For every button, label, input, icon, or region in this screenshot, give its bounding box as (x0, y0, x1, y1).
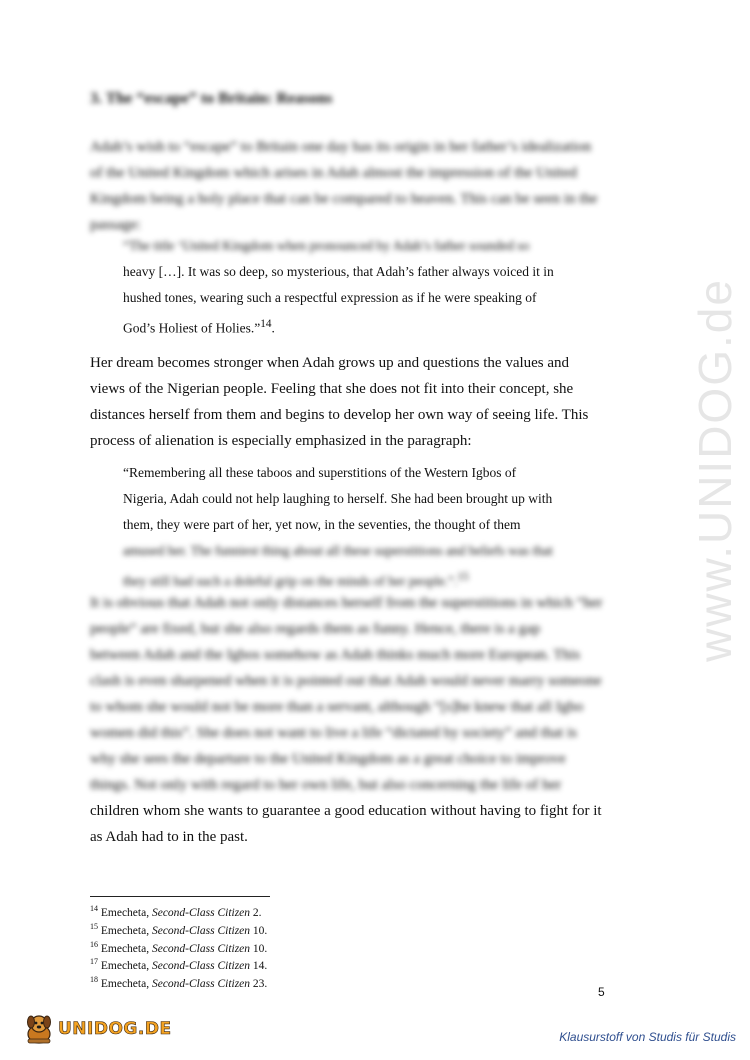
footnote-ref: 15 (457, 571, 469, 583)
footnote-item (90, 938, 267, 956)
text-line: It is obvious that Adah not only distances herself from the superstitions in which “her (90, 595, 603, 611)
text-line: views of the Nigerian people. Feeling that she does not fit into their concept, she (90, 381, 574, 397)
text-line: why she sees the departure to the United Kingdom as a great choice to improve (90, 751, 566, 767)
text-line: people” are fixed, but she also regards them as funny. Hence, there is a gap (90, 621, 541, 637)
text-line: God’s Holiest of Holies.”$^{14}$. (123, 318, 275, 336)
footnote-author: Emecheta, (100, 906, 152, 919)
footnote-number: 15 (90, 921, 98, 931)
watermark: www.UNIDOG.de (689, 278, 741, 662)
footnote-item (90, 973, 267, 991)
text-line: process of alienation is especially emphasized in the paragraph: (90, 433, 472, 449)
text-line: “Remembering all these taboos and superstitions of the Western Igbos of (123, 465, 517, 480)
text-line: amused her. The funniest thing about all these superstitions and beliefs was that (123, 543, 553, 558)
footnote-title: Second-Class Citizen (151, 924, 251, 937)
text-line: women did this”. She does not want to live a life “dictated by society” and that is (90, 725, 577, 741)
footnote-number: 16 (90, 939, 98, 949)
block-quote-2 (123, 460, 571, 595)
text-line: children whom she wants to guarantee a good education without having to fight for it (90, 803, 602, 819)
footnote-author: Emecheta, (100, 924, 152, 937)
footnote-number: 17 (90, 957, 98, 967)
text-line: things. Not only with regard to her own life, but also concerning the life of her (90, 777, 562, 793)
footnote-number: 18 (90, 975, 98, 985)
text-line: passage: (90, 217, 141, 233)
footnote-author: Emecheta, (100, 942, 152, 955)
footnote-page: 23. (250, 978, 268, 991)
footnote-page: 14. (250, 960, 268, 973)
footnote-page: 10. (250, 924, 268, 937)
paragraph-2 (90, 350, 608, 454)
tagline: Klausurstoff von Studis für Studis (559, 1030, 736, 1044)
quote-text: they still had such a doleful grip on the minds of her people.”. (123, 573, 458, 589)
text-line: “The title ‘United Kingdom when pronounced by Adah’s father sounded so (123, 238, 530, 253)
text-line: Nigeria, Adah could not help laughing to herself. She had been brought up with (123, 491, 553, 506)
footnote-title: Second-Class Citizen (151, 978, 251, 991)
block-quote-1 (123, 233, 571, 342)
text-line: heavy […]. It was so deep, so mysterious, that Adah’s father always voiced it in (123, 264, 554, 279)
text-line: Adah’s wish to “escape” to Britain one day has its origin in her father’s idealization (90, 139, 592, 155)
footnote-page: 10. (250, 942, 268, 955)
footnote-item (90, 955, 267, 973)
text-line: to whom she would not be more than a servant, although “[s]he knew that all Igbo (90, 699, 584, 715)
dog-icon (22, 1013, 56, 1045)
footnote-page: 2. (250, 906, 262, 919)
footnote-title: Second-Class Citizen (151, 906, 251, 919)
footnote-item (90, 920, 267, 938)
text-line: as Adah had to in the past. (90, 829, 248, 845)
footnotes (90, 902, 267, 991)
text-line: Kingdom being a holy place that can be compared to heaven. This can be seen in the (90, 191, 598, 207)
footnote-title: Second-Class Citizen (151, 960, 251, 973)
footnote-divider (90, 896, 270, 897)
text-line: distances herself from them and begins to develop her own way of seeing life. This (90, 407, 589, 423)
footnote-author: Emecheta, (100, 978, 152, 991)
unidog-logo[interactable] (22, 1012, 172, 1046)
text-line: between Adah and the Igbos somehow as Adah thinks much more European. This (90, 647, 581, 663)
paragraph-1 (90, 134, 608, 238)
text-line: Her dream becomes stronger when Adah grows up and questions the values and (90, 355, 570, 371)
text-line: clash is even sharpened when it is pointed out that Adah would never marry someone (90, 673, 602, 689)
footnote-title: Second-Class Citizen (151, 942, 251, 955)
footnote-author: Emecheta, (100, 960, 152, 973)
quote-text: God’s Holiest of Holies.” (123, 320, 261, 336)
footnote-number: 14 (90, 904, 98, 913)
footnote-item (90, 902, 267, 920)
section-heading: 3. The “escape” to Britain: Reasons (90, 90, 333, 107)
text-line: of the United Kingdom which arises in Adah almost the impression of the United (90, 165, 578, 181)
page-number: 5 (598, 985, 605, 999)
paragraph-3 (90, 590, 608, 850)
text-line: hushed tones, wearing such a respectful expression as if he were speaking of (123, 290, 537, 305)
text-line: them, they were part of her, yet now, in the seventies, the thought of them (123, 517, 521, 532)
footnote-ref: 14 (260, 318, 272, 330)
logo-text: UNIDOG.DE (58, 1019, 172, 1039)
